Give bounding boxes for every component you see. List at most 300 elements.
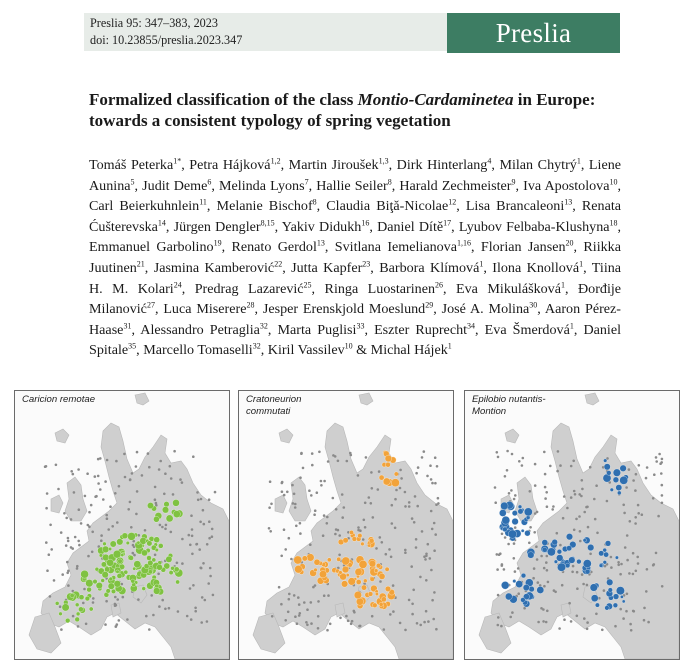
alliance-occurrence	[526, 516, 530, 520]
alliance-occurrence	[518, 505, 522, 509]
author-name: Kiril Vassilev	[267, 342, 345, 359]
releve-dot	[132, 544, 135, 547]
alliance-occurrence	[370, 577, 375, 582]
releve-dot	[514, 494, 517, 497]
releve-dot	[604, 565, 607, 568]
releve-dot	[85, 623, 88, 626]
author-name: Hallie Seiler	[316, 177, 388, 194]
releve-dot	[84, 495, 87, 498]
author-affiliation: 4	[487, 156, 492, 166]
releve-dot	[573, 490, 576, 493]
releve-dot	[641, 513, 644, 516]
releve-dot	[540, 607, 543, 610]
releve-dot	[546, 610, 549, 613]
alliance-occurrence	[87, 587, 92, 592]
releve-dot	[208, 498, 211, 501]
alliance-occurrence	[62, 604, 69, 611]
alliance-occurrence	[620, 465, 627, 472]
releve-dot	[318, 451, 321, 454]
releve-dot	[59, 605, 62, 608]
alliance-occurrence	[79, 595, 84, 600]
land-shape	[275, 495, 287, 513]
releve-dot	[655, 552, 658, 555]
releve-dot	[99, 488, 102, 491]
releve-dot	[345, 615, 348, 618]
releve-dot	[503, 568, 506, 571]
alliance-occurrence	[587, 544, 594, 551]
releve-dot	[170, 531, 173, 534]
alliance-occurrence	[556, 555, 563, 562]
releve-dot	[399, 469, 402, 472]
alliance-occurrence	[501, 502, 509, 510]
releve-dot	[87, 555, 90, 558]
releve-dot	[389, 613, 392, 616]
releve-dot	[646, 466, 649, 469]
releve-dot	[299, 532, 302, 535]
releve-dot	[154, 486, 157, 489]
releve-dot	[568, 602, 571, 605]
releve-dot	[494, 501, 497, 504]
author-affiliation: 26	[435, 279, 443, 289]
releve-dot	[434, 533, 437, 536]
author-name: Martin Jiroušek	[288, 157, 379, 173]
releve-dot	[303, 601, 306, 604]
alliance-occurrence	[75, 617, 80, 622]
releve-dot	[410, 565, 413, 568]
releve-dot	[559, 464, 562, 467]
releve-dot	[370, 502, 373, 505]
releve-dot	[338, 554, 341, 557]
alliance-occurrence	[499, 510, 506, 517]
releve-dot	[513, 557, 516, 560]
releve-dot	[561, 584, 564, 587]
alliance-occurrence	[368, 592, 373, 597]
releve-dot	[430, 569, 433, 572]
alliance-occurrence	[128, 532, 136, 540]
alliance-occurrence	[133, 567, 136, 570]
releve-dot	[498, 553, 501, 556]
releve-dot	[523, 607, 526, 610]
releve-dot	[575, 518, 578, 521]
alliance-occurrence	[343, 538, 348, 543]
releve-dot	[194, 607, 197, 610]
releve-dot	[506, 469, 509, 472]
releve-dot	[159, 524, 162, 527]
alliance-occurrence	[134, 561, 141, 568]
author-affiliation: 18	[609, 218, 618, 228]
author-name: Iva Apostolova	[523, 177, 610, 194]
releve-dot	[558, 627, 561, 630]
releve-dot	[73, 491, 76, 494]
releve-dot	[50, 548, 53, 551]
releve-dot	[124, 476, 127, 479]
releve-dot	[557, 450, 560, 453]
releve-dot	[111, 525, 114, 528]
releve-dot	[296, 622, 299, 625]
releve-dot	[630, 629, 633, 632]
releve-dot	[583, 511, 586, 514]
releve-dot	[496, 553, 499, 556]
releve-dot	[78, 544, 81, 547]
releve-dot	[587, 526, 590, 529]
author-affiliation: 1,3	[378, 156, 389, 166]
releve-dot	[190, 618, 193, 621]
alliance-occurrence	[605, 606, 610, 611]
land-shape	[55, 429, 69, 443]
releve-dot	[628, 572, 631, 575]
releve-dot	[424, 558, 427, 561]
alliance-occurrence	[78, 607, 83, 612]
releve-dot	[150, 594, 153, 597]
releve-dot	[404, 629, 407, 632]
releve-dot	[576, 615, 579, 618]
releve-dot	[570, 465, 573, 468]
releve-dot	[425, 579, 428, 582]
alliance-occurrence	[385, 455, 392, 462]
releve-dot	[421, 530, 424, 533]
releve-dot	[626, 559, 629, 562]
releve-dot	[45, 541, 48, 544]
releve-dot	[544, 497, 547, 500]
releve-dot	[106, 459, 109, 462]
releve-dot	[280, 603, 283, 606]
alliance-occurrence	[608, 588, 613, 593]
alliance-occurrence	[603, 548, 607, 552]
releve-dot	[657, 515, 660, 518]
alliance-occurrence	[503, 527, 508, 532]
author-name: Eszter Ruprecht	[374, 321, 468, 338]
releve-dot	[513, 542, 516, 545]
releve-dot	[126, 618, 129, 621]
author-affiliation: 17	[443, 218, 452, 228]
releve-dot	[570, 496, 573, 499]
releve-dot	[437, 497, 440, 500]
releve-dot	[322, 534, 325, 537]
alliance-occurrence	[512, 510, 517, 515]
alliance-occurrence	[101, 562, 106, 567]
alliance-occurrence	[174, 567, 179, 572]
releve-dot	[533, 531, 536, 534]
author-name: Lisa Brancaleoni	[465, 198, 565, 215]
releve-dot	[391, 522, 394, 525]
releve-dot	[203, 523, 206, 526]
author-affiliation: 1	[479, 259, 484, 269]
releve-dot	[625, 486, 628, 489]
releve-dot	[341, 493, 344, 496]
alliance-occurrence	[585, 569, 590, 574]
land-shape	[289, 477, 311, 521]
author-name: Ringa Luostarinen	[324, 280, 435, 297]
author-name: Florian Jansen	[480, 239, 566, 256]
releve-dot	[536, 558, 539, 561]
land-shape	[279, 429, 293, 443]
releve-dot	[287, 611, 290, 614]
releve-dot	[209, 575, 212, 578]
alliance-occurrence	[109, 577, 113, 581]
author-affiliation: 1	[569, 321, 574, 331]
releve-dot	[291, 484, 294, 487]
alliance-occurrence	[616, 587, 624, 595]
releve-dot	[388, 548, 391, 551]
releve-dot	[623, 512, 626, 515]
releve-dot	[415, 538, 418, 541]
releve-dot	[197, 499, 200, 502]
releve-dot	[629, 623, 632, 626]
releve-dot	[189, 587, 192, 590]
releve-dot	[358, 625, 361, 628]
releve-dot	[72, 615, 75, 618]
land-shape	[359, 393, 373, 405]
releve-dot	[45, 507, 48, 510]
releve-dot	[433, 549, 436, 552]
releve-dot	[589, 553, 592, 556]
releve-dot	[368, 496, 371, 499]
releve-dot	[327, 460, 330, 463]
alliance-occurrence	[605, 541, 611, 547]
author-name: Judit Deme	[142, 177, 208, 194]
author-name: Carl Beierkuhnlein	[89, 198, 200, 215]
releve-dot	[147, 452, 150, 455]
releve-dot	[535, 545, 538, 548]
author-name: Marta Puglisi	[277, 321, 357, 338]
releve-dot	[94, 475, 97, 478]
releve-dot	[643, 607, 646, 610]
alliance-occurrence	[349, 530, 353, 534]
releve-dot	[429, 464, 432, 467]
alliance-occurrence	[603, 459, 607, 463]
alliance-occurrence	[121, 553, 124, 556]
releve-dot	[157, 573, 160, 576]
releve-dot	[395, 489, 398, 492]
releve-dot	[421, 456, 424, 459]
releve-dot	[522, 457, 525, 460]
releve-dot	[202, 509, 205, 512]
releve-dot	[206, 620, 209, 623]
releve-dot	[614, 625, 617, 628]
releve-dot	[161, 599, 164, 602]
releve-dot	[408, 501, 411, 504]
releve-dot	[586, 506, 589, 509]
releve-dot	[392, 610, 395, 613]
releve-dot	[435, 628, 438, 631]
alliance-occurrence	[528, 552, 535, 559]
alliance-occurrence	[617, 491, 621, 495]
alliance-occurrence	[153, 588, 160, 595]
releve-dot	[400, 477, 403, 480]
alliance-occurrence	[376, 563, 381, 568]
releve-dot	[135, 513, 138, 516]
releve-dot	[164, 472, 167, 475]
author-name: Predrag Lazarević	[194, 280, 304, 297]
author-name: Claudia Biţă-Nicolae	[326, 198, 449, 215]
releve-dot	[626, 534, 629, 537]
releve-dot	[652, 497, 655, 500]
author-name: Barbora Klímová	[379, 259, 480, 276]
alliance-occurrence	[124, 570, 128, 574]
releve-dot	[571, 571, 574, 574]
alliance-occurrence	[361, 542, 365, 546]
releve-dot	[603, 589, 606, 592]
releve-dot	[317, 615, 320, 618]
releve-dot	[63, 512, 66, 515]
author-affiliation: 10	[344, 341, 353, 351]
author-name: Tiina H. M. Kolari	[89, 259, 622, 297]
releve-dot	[431, 528, 434, 531]
releve-dot	[534, 512, 537, 515]
releve-dot	[199, 567, 202, 570]
releve-dot	[176, 562, 179, 565]
panel-label: Caricion remotae	[22, 394, 96, 405]
releve-dot	[431, 482, 434, 485]
releve-dot	[105, 514, 108, 517]
alliance-occurrence	[113, 550, 121, 558]
releve-dot	[206, 543, 209, 546]
releve-dot	[501, 564, 504, 567]
releve-dot	[67, 537, 70, 540]
releve-dot	[202, 562, 205, 565]
releve-dot	[372, 516, 375, 519]
alliance-occurrence	[147, 556, 152, 561]
releve-dot	[500, 625, 503, 628]
releve-dot	[581, 479, 584, 482]
releve-dot	[76, 567, 79, 570]
releve-dot	[643, 619, 646, 622]
releve-dot	[170, 477, 173, 480]
alliance-occurrence	[391, 479, 399, 487]
releve-dot	[647, 621, 650, 624]
releve-dot	[317, 600, 320, 603]
releve-dot	[419, 624, 422, 627]
releve-dot	[268, 527, 271, 530]
releve-dot	[655, 456, 658, 459]
releve-dot	[661, 502, 664, 505]
alliance-occurrence	[516, 581, 523, 588]
releve-dot	[543, 451, 546, 454]
releve-dot	[658, 453, 661, 456]
releve-dot	[617, 564, 620, 567]
releve-dot	[269, 530, 272, 533]
releve-dot	[278, 586, 281, 589]
releve-dot	[537, 621, 540, 624]
releve-dot	[394, 498, 397, 501]
releve-dot	[425, 610, 428, 613]
author-name: Jesper Erenskjold Moeslund	[262, 301, 426, 318]
releve-dot	[78, 508, 81, 511]
author-affiliation: 19	[213, 238, 222, 248]
releve-dot	[507, 543, 510, 546]
alliance-occurrence	[590, 584, 598, 592]
releve-dot	[48, 553, 51, 556]
alliance-occurrence	[107, 559, 114, 566]
distribution-figure	[6, 381, 686, 664]
releve-dot	[320, 484, 323, 487]
releve-dot	[114, 604, 117, 607]
author-name: José A. Molina	[441, 301, 530, 318]
releve-dot	[653, 563, 656, 566]
releve-dot	[629, 520, 632, 523]
releve-dot	[207, 582, 210, 585]
alliance-occurrence	[348, 563, 353, 568]
alliance-occurrence	[137, 541, 140, 544]
alliance-occurrence	[368, 544, 371, 547]
author-name: Jürgen Dengler	[173, 218, 261, 235]
author-name: Tomáš Peterka	[89, 157, 174, 173]
alliance-occurrence	[615, 556, 618, 559]
releve-dot	[95, 495, 98, 498]
author-name: Milan Chytrý	[499, 157, 577, 173]
releve-dot	[200, 621, 203, 624]
releve-dot	[131, 472, 134, 475]
author-affiliation: 11	[199, 197, 207, 207]
releve-dot	[601, 629, 604, 632]
releve-dot	[357, 526, 360, 529]
alliance-occurrence	[599, 564, 603, 568]
releve-dot	[370, 471, 373, 474]
releve-dot	[533, 567, 536, 570]
releve-dot	[72, 473, 75, 476]
author-name: Emmanuel Garbolino	[89, 239, 214, 256]
author-affiliation: 1	[560, 279, 565, 289]
author-name: Eva Mikulášková	[456, 280, 561, 297]
releve-dot	[514, 570, 517, 573]
releve-dot	[292, 502, 295, 505]
releve-dot	[121, 583, 124, 586]
releve-dot	[343, 506, 346, 509]
releve-dot	[637, 504, 640, 507]
releve-dot	[529, 526, 532, 529]
releve-dot	[298, 603, 301, 606]
article-title	[89, 89, 634, 131]
releve-dot	[635, 570, 638, 573]
releve-dot	[371, 487, 374, 490]
author-name: Alessandro Petraglia	[140, 321, 260, 338]
releve-dot	[209, 567, 212, 570]
releve-dot	[579, 530, 582, 533]
releve-dot	[645, 477, 648, 480]
author-name: Melanie Bischof	[216, 198, 313, 215]
alliance-occurrence	[86, 579, 94, 587]
releve-dot	[545, 621, 548, 624]
releve-dot	[57, 488, 60, 491]
releve-dot	[411, 603, 414, 606]
releve-dot	[543, 567, 546, 570]
releve-dot	[371, 615, 374, 618]
releve-dot	[576, 587, 579, 590]
releve-dot	[542, 620, 545, 623]
alliance-occurrence	[529, 586, 535, 592]
land-shape	[135, 393, 149, 405]
alliance-occurrence	[148, 560, 154, 566]
releve-dot	[379, 580, 382, 583]
releve-dot	[411, 517, 414, 520]
releve-dot	[290, 558, 293, 561]
releve-dot	[576, 571, 579, 574]
releve-dot	[347, 620, 350, 623]
releve-dot	[574, 493, 577, 496]
releve-dot	[617, 561, 620, 564]
releve-dot	[116, 521, 119, 524]
releve-dot	[434, 482, 437, 485]
releve-dot	[67, 540, 70, 543]
author-affiliation: 31	[123, 321, 132, 331]
alliance-occurrence	[521, 529, 524, 532]
alliance-occurrence	[501, 581, 509, 589]
releve-dot	[622, 504, 625, 507]
author-affiliation: 8	[312, 197, 317, 207]
alliance-occurrence	[591, 595, 598, 602]
releve-dot	[181, 562, 184, 565]
releve-dot	[295, 525, 298, 528]
